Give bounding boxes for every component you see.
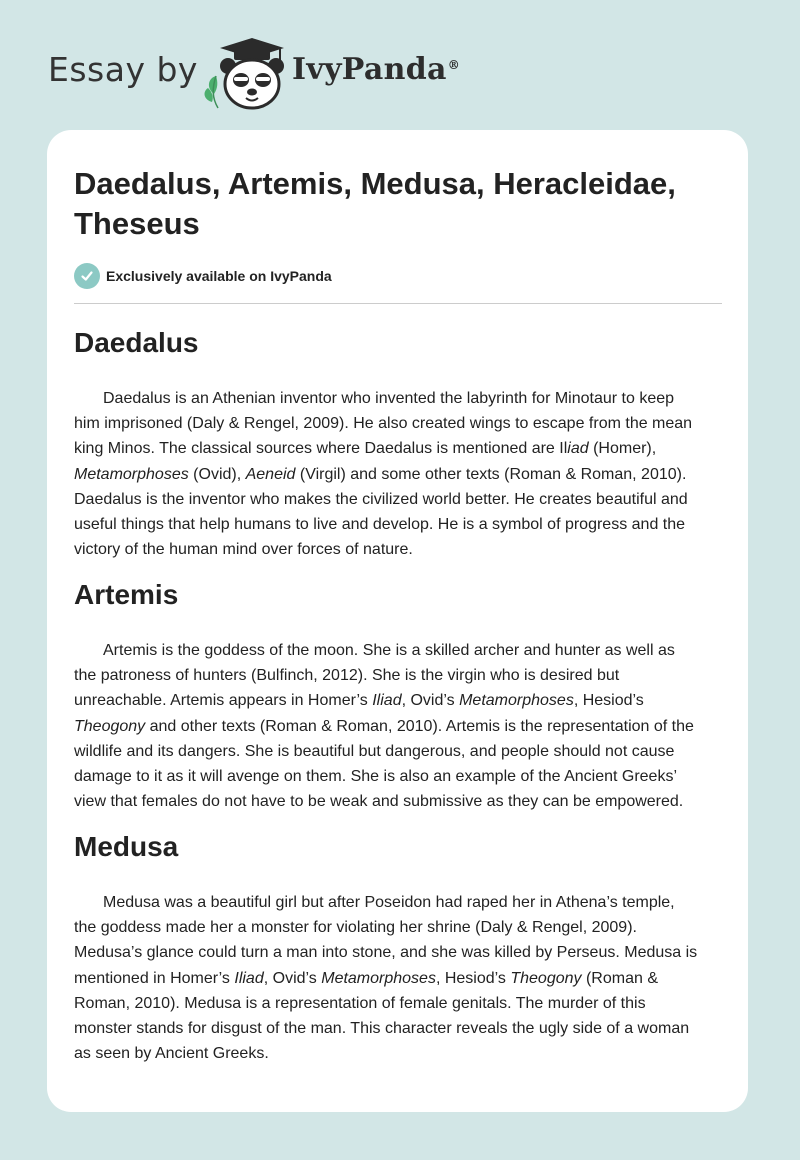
registered-mark: ® — [447, 58, 461, 72]
exclusive-notice — [74, 263, 332, 289]
section-heading-artemis: Artemis — [74, 579, 179, 610]
site-header — [48, 30, 488, 110]
paragraph-daedalus: Daedalus is an Athenian inventor who invented the labyrinth for Minotaur to keep him imprisoned (Daly & Rengel, 2009). He also created wings to escape from the mean king Minos. The classical sources where Daedalus is mentioned are Iliad (Homer), Metamorphoses (Ovid), Aeneid (Virgil) and some other texts (Roman & Roman, 2010). Daedalus is the inventor who makes the civilized world better. He creates beautiful and useful things that help humans to live and develop. He is a symbol of progress and the victory of the human mind over forces of nature. — [74, 390, 693, 559]
page-title — [74, 164, 734, 244]
paragraph-artemis: Artemis is the goddess of the moon. She is a skilled archer and hunter as well as the patroness of hunters (Bulfinch, 2012). She is the virgin who is desired but unreachable. Artemis appears in Homer’s Iliad, Ovid’s Metamorphoses, Hesiod’s Theogony and other texts (Roman & Roman, 2010). Artemis is the representation of the wildlife and its dangers. She is beautiful but dangerous, and people should not cause damage to it as it will avenge on them. She is also an example of the Ancient Greeks’ view that females do not have to be weak and submissive as they can be empowered. — [74, 642, 694, 811]
brand-name: IvyPanda® — [292, 52, 461, 87]
paragraph-medusa: Medusa was a beautiful girl but after Poseidon had raped her in Athena’s temple, the goddess made her a monster for violating her shrine (Daly & Rengel, 2009). Medusa’s glance could turn a man into stone, and she was killed by Perseus. Medusa is mentioned in Homer’s Iliad, Ovid’s Metamorphoses, Hesiod’s Theogony (Roman & Roman, 2010). Medusa is a representation of female genitals. The murder of this monster stands for disgust of the man. This character reveals the ugly side of a woman as seen by Ancient Greeks. — [74, 894, 698, 1063]
ivy-leaf-icon — [205, 76, 218, 108]
check-icon — [74, 263, 100, 289]
essay-card — [47, 130, 748, 1112]
title-line: Daedalus, Artemis, Medusa, Heracleidae, — [74, 166, 676, 201]
divider — [74, 303, 722, 304]
panda-graduate-icon — [200, 36, 286, 110]
section-heading-medusa: Medusa — [74, 831, 179, 862]
essay-by-label: Essay by — [48, 50, 198, 89]
exclusive-label: Exclusively available on IvyPanda — [106, 268, 332, 284]
section-heading-daedalus: Daedalus — [74, 327, 199, 358]
title-line: Theseus — [74, 206, 200, 241]
